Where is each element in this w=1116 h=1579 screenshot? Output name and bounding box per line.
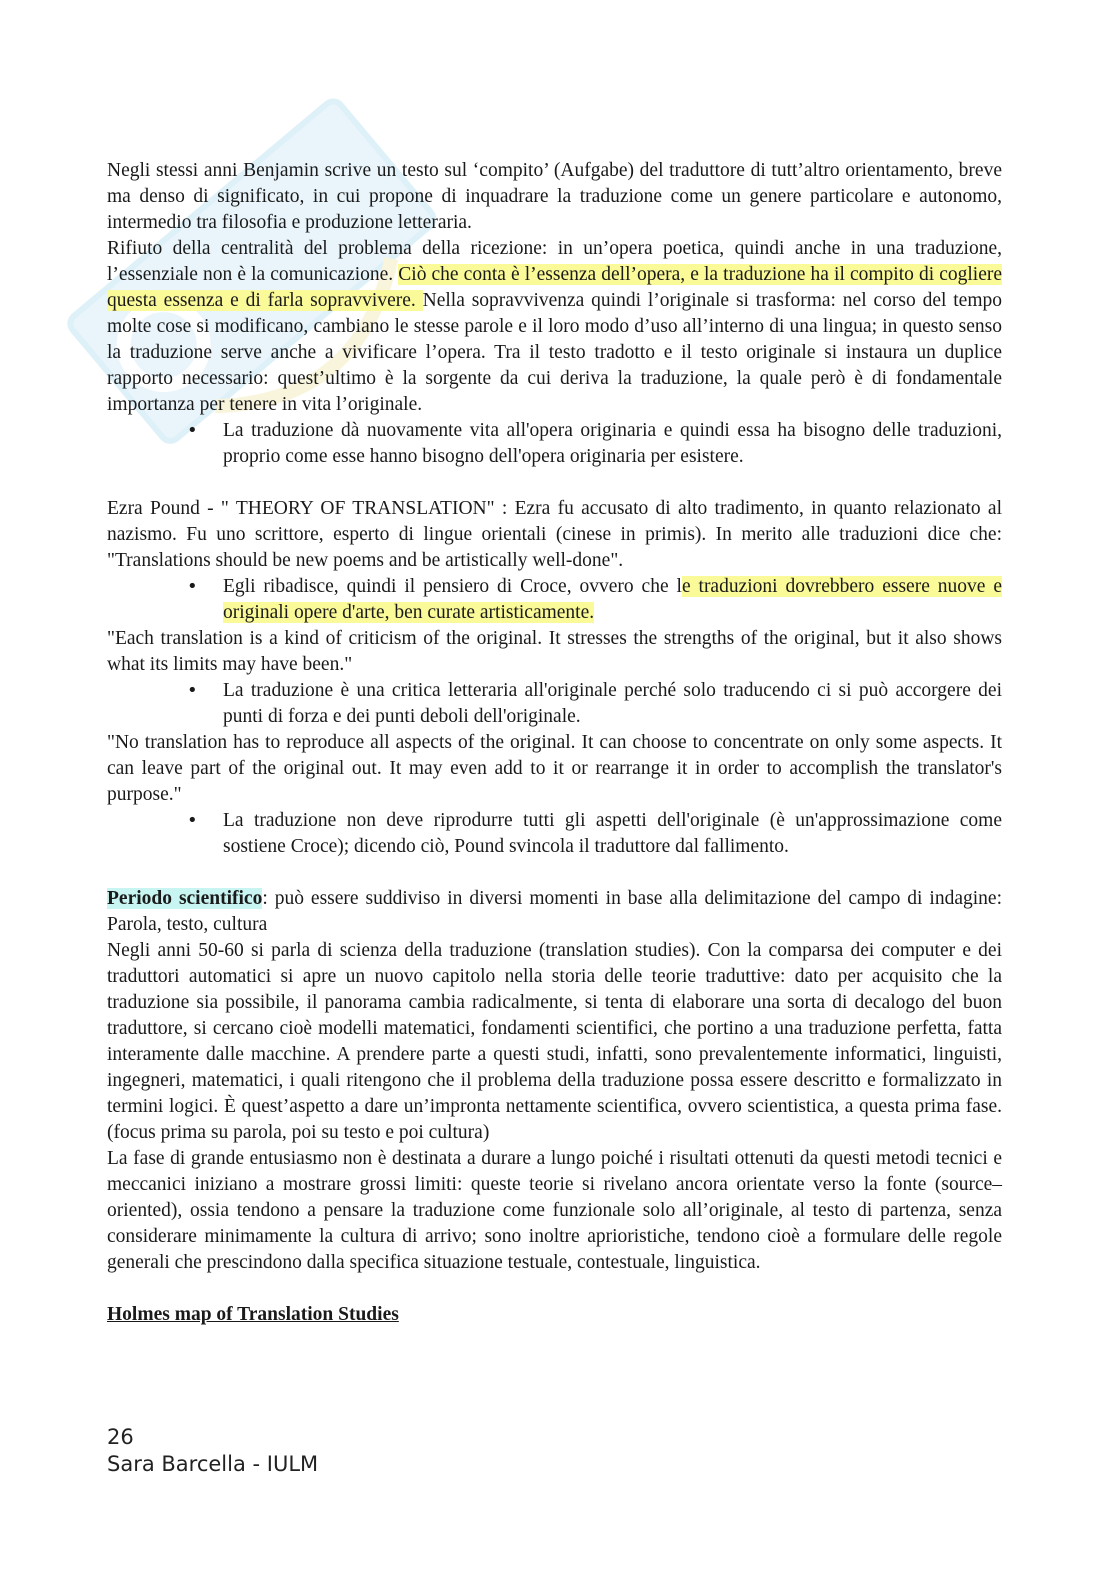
paragraph-benjamin: Negli stessi anni Benjamin scrive un testo sul ‘compito’ (Aufgabe) del traduttore di tutt’altro orientamento, breve ma denso di significato, in cui propone di inquadrare la traduzione come un genere particolare e autonomo, intermedio tra filosofia e produzione letteraria.: [107, 160, 1002, 233]
periodo-scientifico-text: : può essere suddiviso in diversi momenti in base alla delimitazione del campo di indagine: Parola, testo, cultura: [107, 888, 1002, 935]
bullet-traduzione-vita: • La traduzione dà nuovamente vita all'opera originaria e quindi essa ha bisogno delle traduzioni, proprio come esse hanno bisogno dell'opera originaria per esistere.: [107, 418, 1002, 470]
sopravvivenza-text: Nella sopravvivenza quindi l’originale si trasforma: nel corso del tempo molte cose si modificano, cambiano le stesse parole e il loro modo d’uso all’interno di una lingua; in questo senso la traduzione serve anche a vivificare l’opera. Tra il testo tradotto e il testo originale si instaura un duplice rapporto necessario: quest’ultimo è la sorgente da cui deriva la traduzione, la quale però è di fondamentale importanza per tenere in vita l’originale.: [107, 290, 1002, 415]
bullet-critica-letteraria: • La traduzione è una critica letteraria all'originale perché solo traducendo ci si può accorgere dei punti di forza e dei punti deboli dell'originale.: [107, 678, 1002, 730]
bullet-approssimazione: • La traduzione non deve riprodurre tutti gli aspetti dell'originale (è un'approssimazione come sostiene Croce); dicendo ciò, Pound svincola il traduttore dal fallimento.: [107, 808, 1002, 860]
page-number: 26: [107, 1425, 134, 1449]
document-body: [107, 158, 1002, 1328]
paragraph-periodo-scientifico: [107, 886, 1002, 938]
quote-criticism: "Each translation is a kind of criticism of the original. It stresses the strengths of the original, but it also shows what its limits may have been.": [107, 628, 1002, 675]
paragraph-ricezione: [107, 236, 1002, 418]
paragraph-ezra-pound: Ezra Pound - " THEORY OF TRANSLATION" : Ezra fu accusato di alto tradimento, in quanto relazionato al nazismo. Fu uno scrittore, esperto di lingue orientali (cinese in primis). In merito alle traduzioni dice che: "Translations should be new poems and be artistically well-done".: [107, 498, 1002, 571]
ricezione-text: Rifiuto della centralità del problema della ricezione: in un’opera poetica, quindi anche in una traduzione, l’essenziale non è la comunicazione.: [107, 238, 1002, 285]
croce-text: Egli ribadisce, quindi il pensiero di Croce, ovvero che l: [223, 576, 682, 597]
paragraph-anni-50-60: Negli anni 50-60 si parla di scienza della traduzione (translation studies). Con la comparsa dei computer e dei traduttori automatici si apre un nuovo capitolo nella storia delle teorie traduttive: dato per acquisito che la traduzione sia possibile, il panorama cambia radicalmente, si tenta di elaborare una sorta di decalogo del buon traduttore, si cercano cioè modelli matematici, fondamenti scientifici, che portino a una traduzione perfetta, fatta interamente dalle macchine. A prendere parte a questi studi, infatti, sono prevalentemente informatici, linguisti, ingegneri, matematici, i quali ritengono che il problema della traduzione possa essere descritto e formalizzato in termini logici. È quest’aspetto a dare un’impronta nettamente scientifica, ovvero scientistica, a questa prima fase. (focus prima su parola, poi su testo e poi cultura): [107, 940, 1002, 1143]
periodo-scientifico-label: Periodo scientifico: [107, 888, 263, 909]
highlight-opere-arte: e traduzioni dovrebbero essere nuove e originali opere d'arte, ben curate artisticamente.: [223, 576, 1002, 623]
page-footer: [107, 1424, 318, 1478]
quote-no-translation: "No translation has to reproduce all aspects of the original. It can choose to concentrate on only some aspects. It can leave part of the original out. It may even add to it or rearrange it in order to accomplish the translator's purpose.": [107, 732, 1002, 805]
footer-author: Sara Barcella - IULM: [107, 1452, 319, 1476]
bullet-croce: [107, 574, 1002, 626]
heading-holmes-map: Holmes map of Translation Studies: [107, 1304, 399, 1325]
highlight-essenza: Ciò che conta è l’essenza dell’opera, e la traduzione ha il compito di cogliere questa essenza e di farla sopravvivere.: [107, 264, 1002, 311]
paragraph-fase-entusiasmo: La fase di grande entusiasmo non è destinata a durare a lungo poiché i risultati ottenuti da questi metodi tecnici e meccanici iniziano a mostrare grossi limiti: queste teorie si rivelano ancora orientate verso la fonte (source–oriented), ossia tendono a pensare la traduzione come funzionale solo all’originale, al testo di partenza, senza considerare minimamente la cultura di arrivo; sono inoltre aprioristiche, tendono cioè a formulare delle regole generali che prescindono dalla specifica situazione testuale, contestuale, linguistica.: [107, 1148, 1002, 1273]
